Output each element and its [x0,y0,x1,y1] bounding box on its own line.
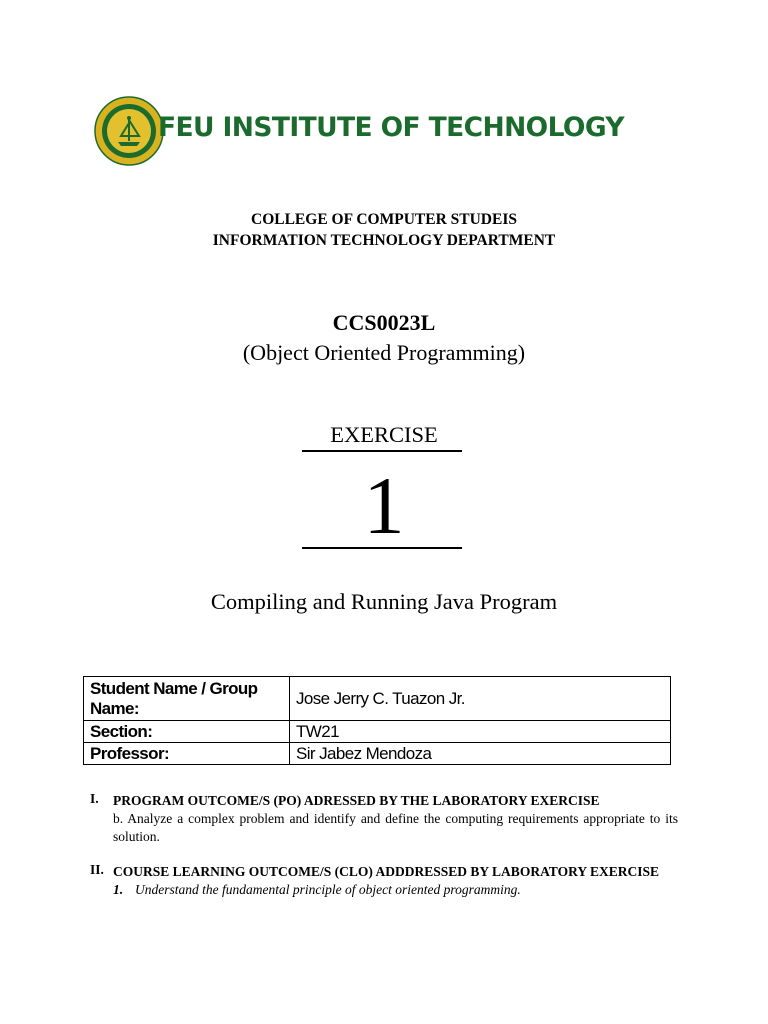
exercise-divider-bottom [302,547,462,549]
table-row [84,677,671,721]
student-info-table [83,676,671,765]
professor-label: Professor: [84,743,290,765]
section-heading: PROGRAM OUTCOME/S (PO) ADRESSED BY THE LABORATORY EXERCISE [113,793,600,808]
exercise-divider-top [302,450,462,452]
section-number: II. [90,862,104,877]
exercise-number: 1 [363,460,405,551]
section-text: b. Analyze a complex problem and identify and define the computing requirements appropriate to its solution. [113,811,678,844]
institution-header [94,94,694,168]
section-label: Section: [84,721,290,743]
feu-seal-icon [94,96,164,166]
program-outcome-section [90,791,678,846]
table-row [84,743,671,765]
section-value: TW21 [290,721,671,743]
list-item-text: Understand the fundamental principle of object oriented programming. [135,882,521,897]
course-learning-outcome-section [90,862,678,899]
exercise-label: EXERCISE [330,422,438,447]
section-number: I. [90,791,99,806]
student-name-label: Student Name / Group Name: [84,677,290,721]
table-row [84,721,671,743]
course-title: (Object Oriented Programming) [242,340,526,365]
institution-name: FEU INSTITUTE OF TECHNOLOGY [158,112,625,143]
exercise-topic: Compiling and Running Java Program [210,589,558,614]
section-heading: COURSE LEARNING OUTCOME/S (CLO) ADDDRESSED BY LABORATORY EXERCISE [113,864,659,879]
college-block [0,209,768,251]
list-item [113,881,678,899]
department-name: INFORMATION TECHNOLOGY DEPARTMENT [212,232,556,249]
professor-value: Sir Jabez Mendoza [290,743,671,765]
list-item-number: 1. [113,882,124,897]
college-name: COLLEGE OF COMPUTER STUDEIS [251,211,517,228]
student-name-value: Jose Jerry C. Tuazon Jr. [290,677,671,721]
course-code: CCS0023L [332,310,436,335]
